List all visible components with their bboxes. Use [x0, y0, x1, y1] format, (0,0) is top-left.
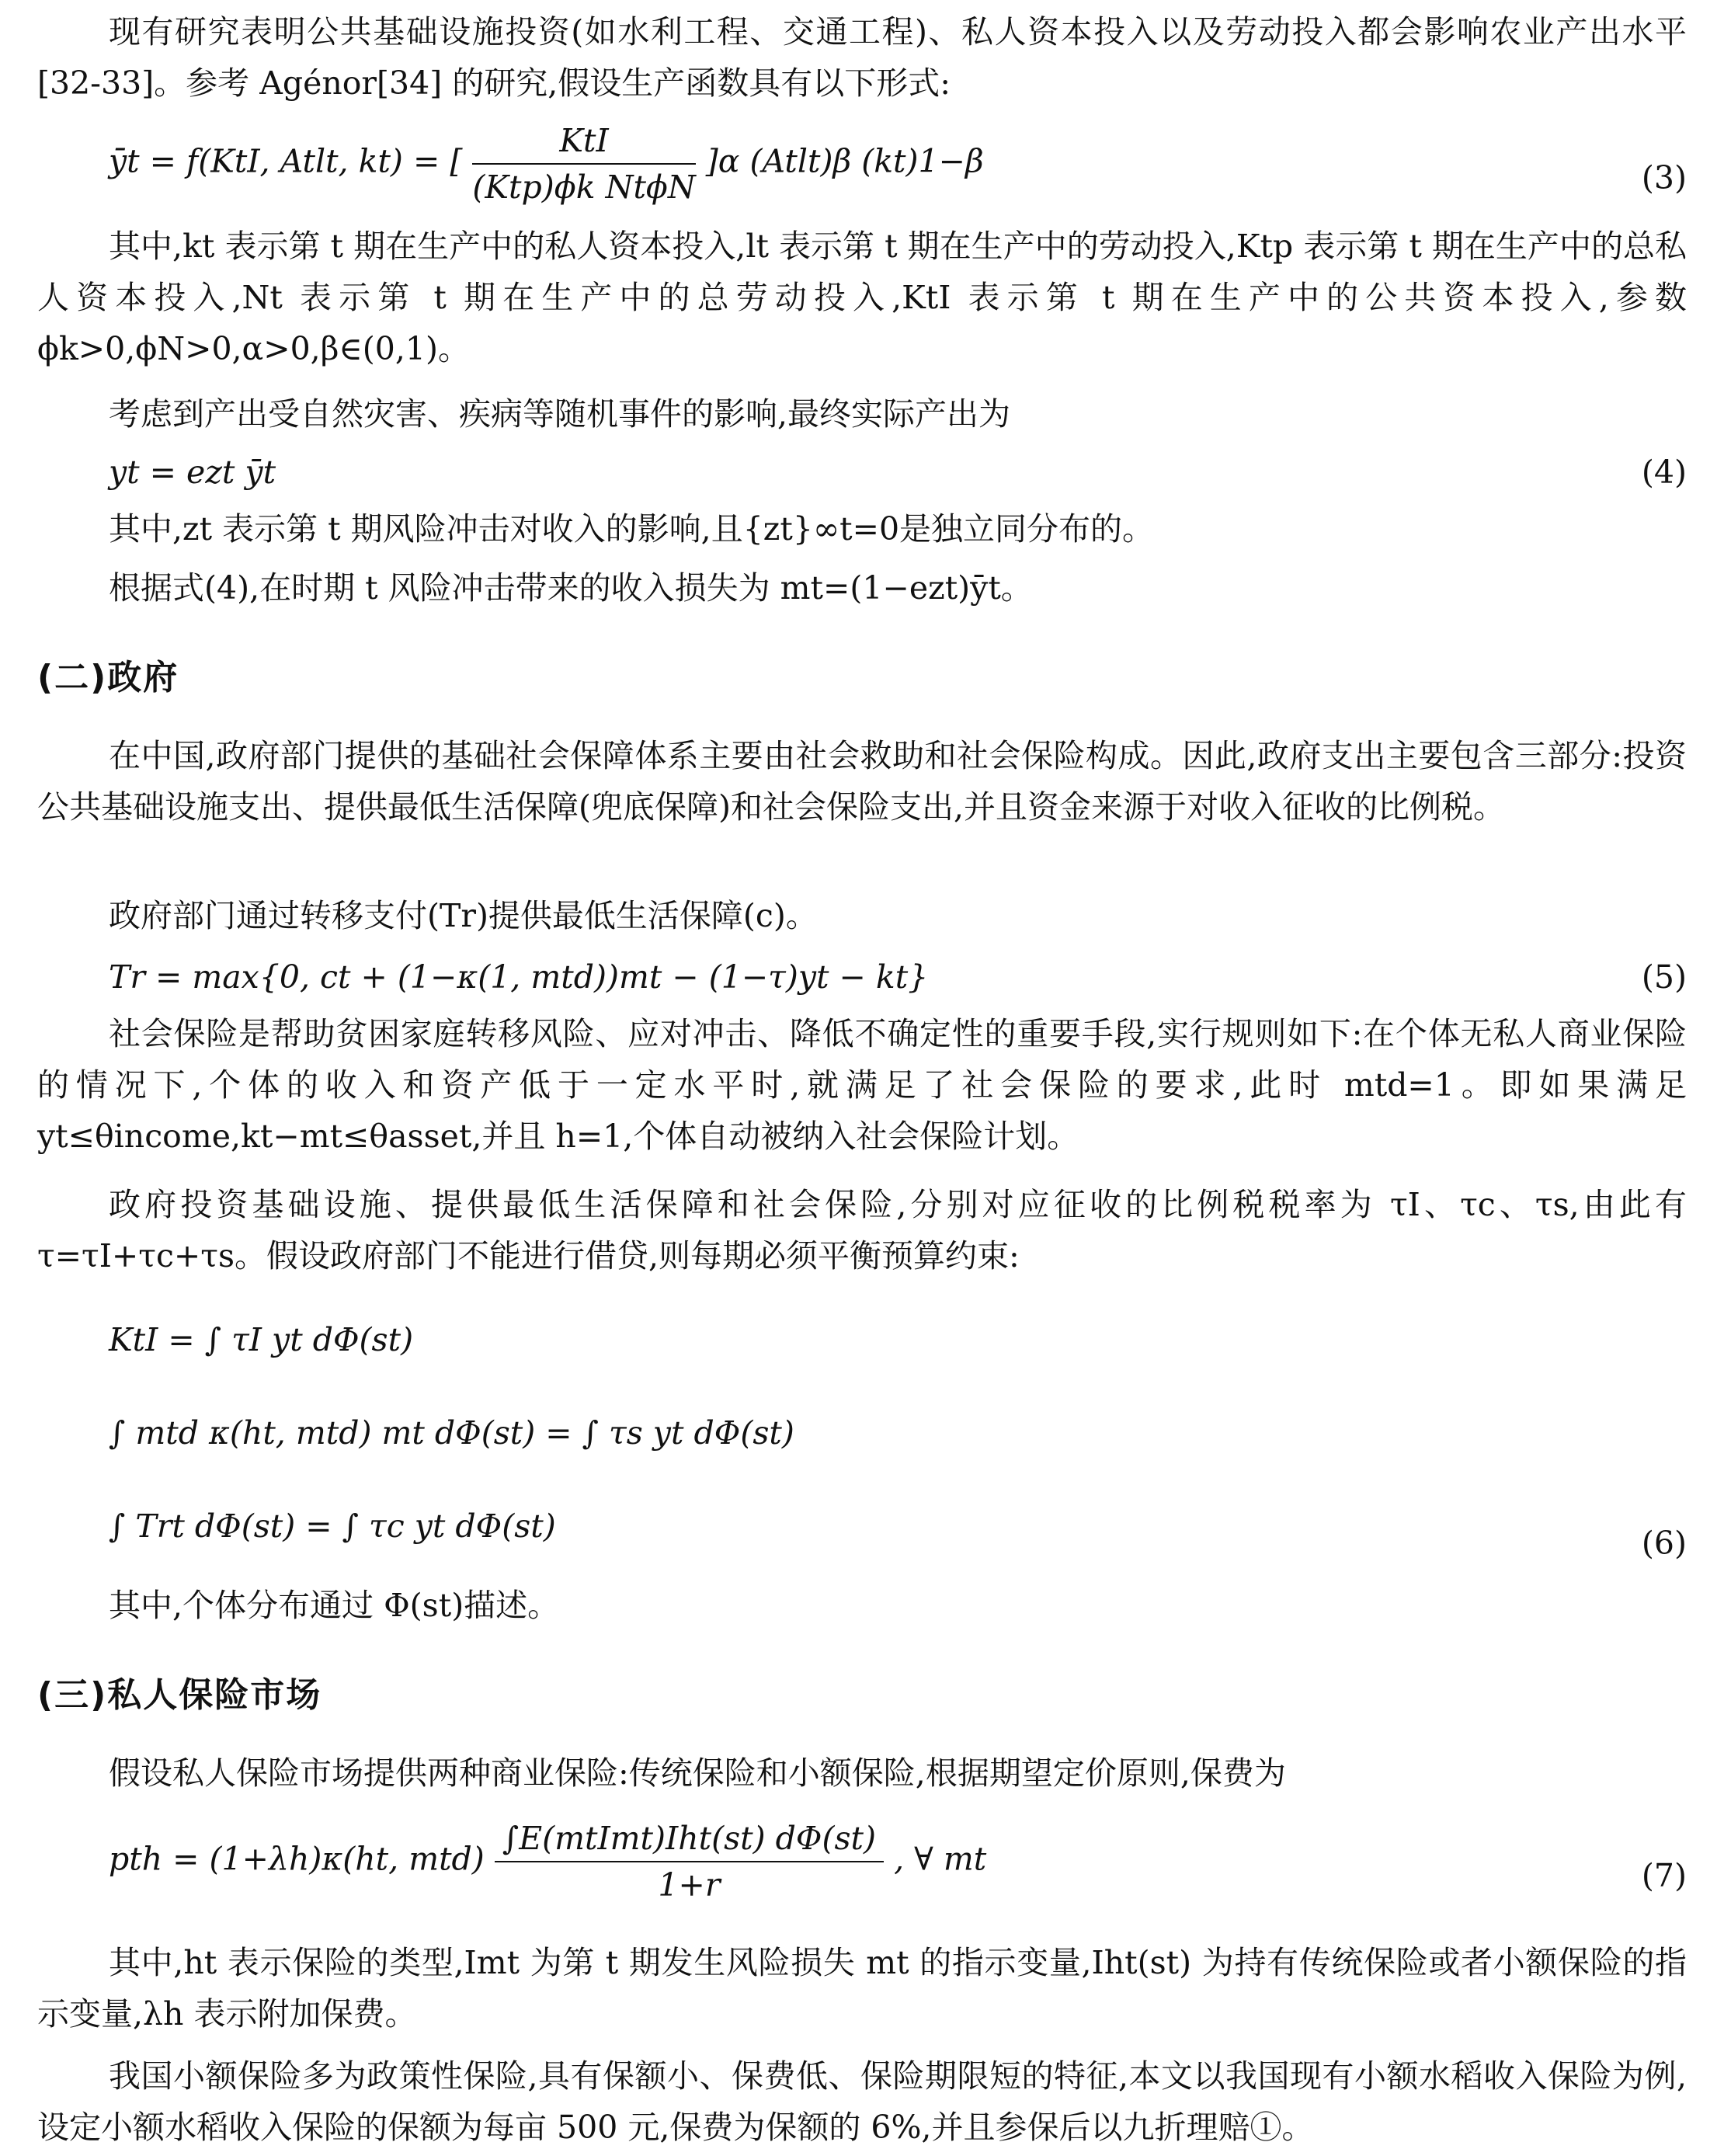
paragraph-social-insurance: 社会保险是帮助贫困家庭转移风险、应对冲击、降低不确定性的重要手段,实行规则如下:在个体无私人商业保险的情况下,个体的收入和资产低于一定水平时,就满足了社会保险的要求,此时 mtd=1。即如果满足 yt≤θincome,kt−mt≤θasset,并且 h=1,个体自动被纳入社会保险计划。: [37, 1015, 1687, 1155]
equation-6-line-2: ∫ mtd κ(ht, mtd) mt dΦ(st) = ∫ τs yt dΦ(st): [109, 1414, 794, 1452]
eq3-fraction: [472, 118, 695, 210]
eq6-number: (6): [1641, 1525, 1687, 1562]
paragraph-insurance-1: 假设私人保险市场提供两种商业保险:传统保险和小额保险,根据期望定价原则,保费为: [109, 1754, 1286, 1792]
paragraph-distribution: 其中,个体分布通过 Φ(st)描述。: [109, 1587, 560, 1624]
eq7-numerator: ∫E(mtImt)Iht(st) dΦ(st): [495, 1816, 884, 1862]
equation-3: [37, 118, 1687, 210]
equation-4: [37, 449, 1687, 496]
eq3-rhs: ]α (Atlt)β (kt)1−β: [705, 142, 984, 180]
eq7-number: (7): [1641, 1857, 1687, 1894]
equation-6-line-3: [37, 1483, 1687, 1569]
equation-5: [37, 954, 1687, 1000]
equation-6-line-1: KtI = ∫ τI yt dΦ(st): [109, 1321, 414, 1358]
corner-watermark: [1640, 2123, 1710, 2142]
eq4-number: (4): [1641, 454, 1687, 491]
eq3-lhs: ȳt = f(KtI, Atlt, kt) = [: [109, 142, 463, 180]
paragraph-insurance-3: 我国小额保险多为政策性保险,具有保额小、保费低、保险期限短的特征,本文以我国现有小额水稻收入保险为例,设定小额水稻收入保险的保额为每亩 500 元,保费为保额的 6%,并且参保后以九折理赔①。: [37, 2057, 1687, 2146]
paragraph-insurance-2: 其中,ht 表示保险的类型,Imt 为第 t 期发生风险损失 mt 的指示变量,Iht(st) 为持有传统保险或者小额保险的指示变量,λh 表示附加保费。: [37, 1944, 1687, 2033]
heading-government: (二)政府: [37, 658, 179, 697]
paragraph-tax: 政府投资基础设施、提供最低生活保障和社会保险,分别对应征收的比例税税率为 τI、τc、τs,由此有 τ=τI+τc+τs。假设政府部门不能进行借贷,则每期必须平衡预算约束:: [37, 1186, 1687, 1274]
eq5-text: Tr = max{0, ct + (1−κ(1, mtd))mt − (1−τ)yt − kt}: [109, 958, 929, 996]
eq5-number: (5): [1641, 958, 1687, 996]
eq7-fraction: [495, 1816, 884, 1907]
eq3-denominator: (Ktp)ϕk NtϕN: [472, 169, 696, 206]
eq6-line-3-text: ∫ Trt dΦ(st) = ∫ τc yt dΦ(st): [109, 1507, 556, 1545]
eq7-denominator: 1+r: [658, 1866, 721, 1904]
eq3-number: (3): [1641, 159, 1687, 196]
paragraph-definitions: 其中,kt 表示第 t 期在生产中的私人资本投入,lt 表示第 t 期在生产中的劳动投入,Ktp 表示第 t 期在生产中的总私人资本投入,Nt 表示第 t 期在生产中的总劳动投入,KtI 表示第 t 期在生产中的公共资本投入,参数 ϕk>0,ϕN>0,α>0,β∈(0,1)。: [37, 228, 1687, 367]
paragraph-shock: 考虑到产出受自然灾害、疾病等随机事件的影响,最终实际产出为: [109, 395, 1011, 433]
equation-7: [37, 1816, 1687, 1907]
paragraph-gov-2: 政府部门通过转移支付(Tr)提供最低生活保障(c)。: [109, 897, 818, 934]
paragraph-loss: 根据式(4),在时期 t 风险冲击带来的收入损失为 mt=(1−ezt)ȳt。: [109, 569, 1033, 607]
paragraph-iid: 其中,zt 表示第 t 期风险冲击对收入的影响,且{zt}∞t=0是独立同分布的。: [109, 510, 1155, 548]
eq3-numerator: KtI: [472, 118, 695, 165]
eq4-text: yt = ezt ȳt: [109, 454, 276, 491]
paragraph-gov-1: 在中国,政府部门提供的基础社会保障体系主要由社会救助和社会保险构成。因此,政府支出主要包含三部分:投资公共基础设施支出、提供最低生活保障(兜底保障)和社会保险支出,并且资金来源于对收入征收的比例税。: [37, 737, 1687, 826]
paragraph-intro: 现有研究表明公共基础设施投资(如水利工程、交通工程)、私人资本投入以及劳动投入都会影响农业产出水平[32-33]。参考 Agénor[34] 的研究,假设生产函数具有以下形式:: [37, 13, 1687, 102]
eq7-rhs: , ∀ mt: [894, 1840, 987, 1878]
eq7-lhs: pth = (1+λh)κ(ht, mtd): [109, 1840, 485, 1878]
heading-private-insurance: (三)私人保险市场: [37, 1675, 322, 1715]
